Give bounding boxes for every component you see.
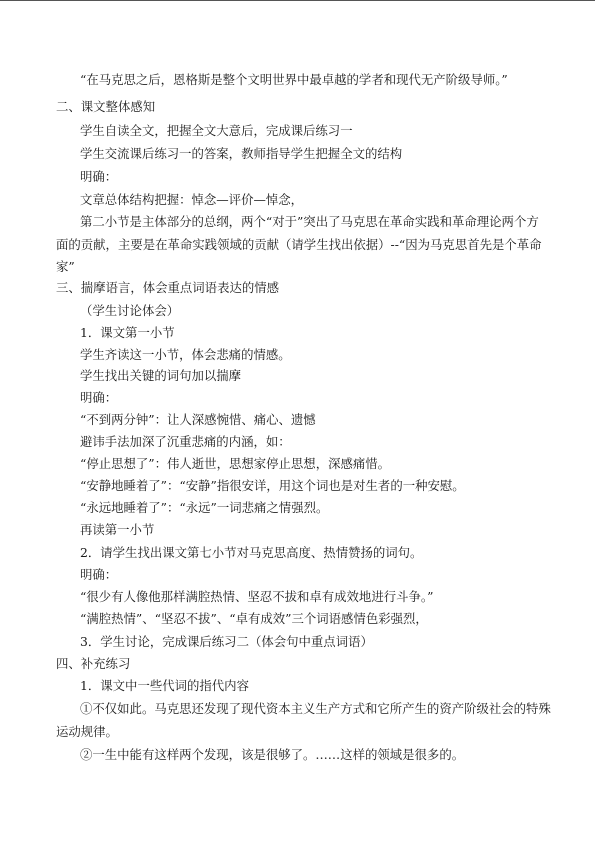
paragraph: 第二小节是主体部分的总纲，两个“对于”突出了马克思在革命实践和革命理论两个方 [80, 214, 539, 229]
paragraph-continuation: 面的贡献，主要是在革命实践领域的贡献（请学生找出依据）--“因为马克思首先是个革命 [56, 237, 542, 252]
paragraph: ②一生中能有这样两个发现，该是很够了。……这样的领域是很多的。 [80, 747, 465, 762]
numbered-item: 2．请学生找出课文第七小节对马克思高度、热情赞扬的词句。 [80, 545, 423, 560]
paragraph: 再读第一小节 [80, 522, 155, 537]
paragraph-continuation: 运动规律。 [56, 724, 118, 739]
numbered-item: 1．课文中一些代词的指代内容 [80, 678, 249, 693]
quote-engels: “在马克思之后，恩格斯是整个文明世界中最卓越的学者和现代无产阶级导师。” [80, 72, 508, 87]
label-answer: 明确： [80, 169, 118, 184]
numbered-item: 3．学生讨论，完成课后练习二（体会句中重点词语） [80, 634, 373, 649]
paragraph: “满腔热情”、“坚忍不拔”、“卓有成效”三个词语感情色彩强烈， [80, 611, 428, 626]
paragraph: ①不仅如此。马克思还发现了现代资本主义生产方式和它所产生的资产阶级社会的特殊 [80, 701, 551, 716]
section-heading-3: 三、揣摩语言，体会重点词语表达的情感 [56, 280, 280, 295]
paragraph: “很少有人像他那样满腔热情、坚忍不拔和卓有成效地进行斗争。” [80, 589, 434, 604]
paragraph: 学生自读全文，把握全文大意后，完成课后练习一 [80, 123, 353, 138]
header-rule [0, 0, 595, 1]
section-heading-4: 四、补充练习 [56, 656, 131, 671]
paragraph: “永远地睡着了”：“永远”一词悲痛之情强烈。 [80, 500, 329, 515]
paragraph: 文章总体结构把握：悼念—评价—悼念， [80, 192, 304, 207]
paragraph: “停止思想了”：伟人逝世，思想家停止思想，深感痛惜。 [80, 456, 391, 471]
paragraph-continuation: 家” [56, 259, 75, 274]
paragraph: 学生找出关键的词句加以揣摩 [80, 368, 242, 383]
numbered-item: 1．课文第一小节 [80, 325, 175, 340]
label-answer: 明确： [80, 567, 118, 582]
section-heading-2: 二、课文整体感知 [56, 99, 156, 114]
paragraph: （学生讨论体会） [80, 303, 180, 318]
label-answer: 明确： [80, 390, 118, 405]
paragraph: “不到两分钟”：让人深感惋惜、痛心、遗憾 [80, 412, 316, 427]
paragraph: 学生齐读这一小节，体会悲痛的情感。 [80, 347, 291, 362]
paragraph: “安静地睡着了”：“安静”指很安详，用这个词也是对生者的一种安慰。 [80, 478, 465, 493]
paragraph: 学生交流课后练习一的答案，教师指导学生把握全文的结构 [80, 146, 403, 161]
paragraph: 避讳手法加深了沉重悲痛的内涵，如： [80, 434, 291, 449]
